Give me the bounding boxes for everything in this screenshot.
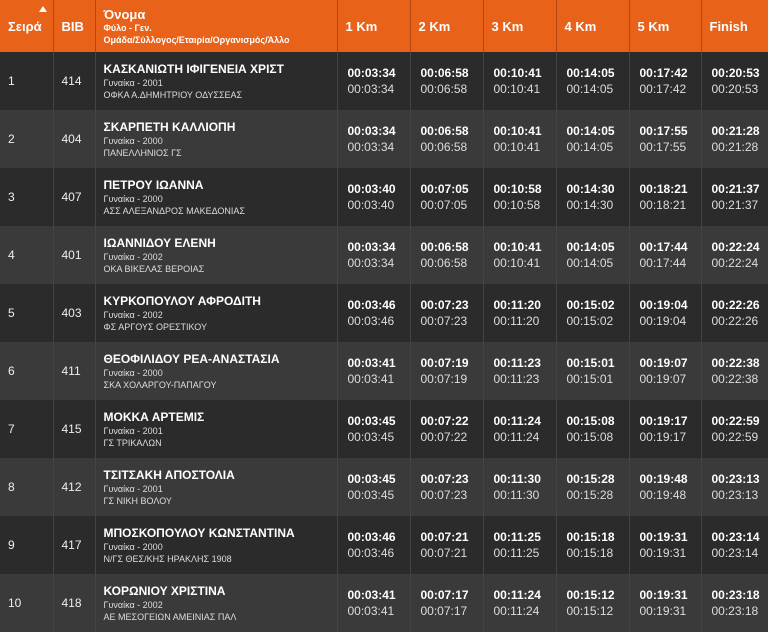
- table-row[interactable]: [0, 342, 768, 400]
- athlete-club: ΟΦΚΑ Α.ΔΗΜΗΤΡΙΟΥ ΟΔΥΣΣΕΑΣ: [104, 89, 337, 101]
- split-time: 00:03:46: [348, 529, 410, 545]
- athlete-category: Γυναίκα - 2001: [104, 425, 337, 437]
- split-time-secondary: 00:17:55: [640, 139, 701, 155]
- split-time-cell: [337, 574, 410, 632]
- split-time: 00:15:02: [567, 297, 629, 313]
- athlete-club: Ν/ΓΣ ΘΕΣ/ΚΗΣ ΗΡΑΚΛΗΣ 1908: [104, 553, 337, 565]
- name-header-sub1: Φύλο - Γεν.: [104, 22, 337, 34]
- rank-column-header[interactable]: [0, 0, 53, 52]
- athlete-name[interactable]: ΘΕΟΦΙΛΙΔΟΥ ΡΕΑ-ΑΝΑΣΤΑΣΙΑ: [104, 351, 337, 367]
- header-row: [0, 0, 768, 52]
- athlete-cell: [95, 342, 337, 400]
- bib-cell: 417: [53, 516, 95, 574]
- split-time: 00:07:17: [421, 587, 483, 603]
- athlete-name[interactable]: ΜΠΟΣΚΟΠΟΥΛΟΥ ΚΩΝΣΤΑΝΤΙΝΑ: [104, 525, 337, 541]
- athlete-cell: [95, 458, 337, 516]
- split-time-cell: [556, 284, 629, 342]
- split-time-secondary: 00:11:23: [494, 371, 556, 387]
- split-time: 00:19:48: [640, 471, 701, 487]
- split-time-cell: [483, 458, 556, 516]
- split-time-cell: [483, 226, 556, 284]
- split-time-cell: [701, 168, 768, 226]
- rank-cell: 7: [0, 400, 53, 458]
- name-header-sub2: Ομάδα/Σύλλογος/Εταιρία/Οργανισμός/Άλλο: [104, 34, 337, 46]
- split-time-secondary: 00:03:46: [348, 313, 410, 329]
- split-time-cell: [337, 400, 410, 458]
- split-time-secondary: 00:11:24: [494, 603, 556, 619]
- split-time-cell: [337, 52, 410, 110]
- split-time-secondary: 00:18:21: [640, 197, 701, 213]
- split-time-cell: [410, 516, 483, 574]
- split-time: 00:19:07: [640, 355, 701, 371]
- split-time-cell: [701, 400, 768, 458]
- split-time-cell: [410, 52, 483, 110]
- athlete-cell: [95, 400, 337, 458]
- bib-cell: 403: [53, 284, 95, 342]
- km5-column-header[interactable]: 5 Km: [629, 0, 701, 52]
- split-time: 00:23:13: [712, 471, 768, 487]
- split-time: 00:23:14: [712, 529, 768, 545]
- split-time-cell: [556, 226, 629, 284]
- athlete-name[interactable]: ΚΟΡΩΝΙΟΥ ΧΡΙΣΤΙΝΑ: [104, 583, 337, 599]
- table-row[interactable]: [0, 284, 768, 342]
- split-time-cell: [410, 574, 483, 632]
- split-time-secondary: 00:03:40: [348, 197, 410, 213]
- split-time: 00:22:26: [712, 297, 768, 313]
- split-time-cell: [483, 516, 556, 574]
- km4-column-header[interactable]: 4 Km: [556, 0, 629, 52]
- split-time-secondary: 00:06:58: [421, 139, 483, 155]
- split-time: 00:15:12: [567, 587, 629, 603]
- split-time-cell: [629, 342, 701, 400]
- split-time: 00:11:20: [494, 297, 556, 313]
- rank-cell: 1: [0, 52, 53, 110]
- split-time: 00:17:42: [640, 65, 701, 81]
- split-time-cell: [629, 52, 701, 110]
- split-time: 00:03:41: [348, 355, 410, 371]
- split-time-secondary: 00:03:34: [348, 81, 410, 97]
- bib-cell: 407: [53, 168, 95, 226]
- bib-cell: 415: [53, 400, 95, 458]
- split-time-cell: [337, 516, 410, 574]
- split-time: 00:11:24: [494, 413, 556, 429]
- bib-column-header[interactable]: BIB: [53, 0, 95, 52]
- athlete-cell: [95, 110, 337, 168]
- split-time-cell: [410, 458, 483, 516]
- split-time-cell: [337, 284, 410, 342]
- split-time-secondary: 00:15:02: [567, 313, 629, 329]
- split-time-secondary: 00:07:22: [421, 429, 483, 445]
- split-time-secondary: 00:07:23: [421, 313, 483, 329]
- split-time-cell: [483, 574, 556, 632]
- athlete-name[interactable]: ΙΩΑΝΝΙΔΟΥ ΕΛΕΝΗ: [104, 235, 337, 251]
- athlete-category: Γυναίκα - 2000: [104, 193, 337, 205]
- split-time-cell: [337, 110, 410, 168]
- split-time: 00:22:38: [712, 355, 768, 371]
- split-time-secondary: 00:15:08: [567, 429, 629, 445]
- split-time-cell: [410, 168, 483, 226]
- split-time: 00:03:34: [348, 65, 410, 81]
- rank-cell: 6: [0, 342, 53, 400]
- split-time: 00:14:05: [567, 65, 629, 81]
- split-time-cell: [556, 574, 629, 632]
- split-time: 00:14:05: [567, 239, 629, 255]
- split-time-cell: [701, 516, 768, 574]
- split-time: 00:03:45: [348, 413, 410, 429]
- split-time-cell: [410, 110, 483, 168]
- split-time: 00:07:05: [421, 181, 483, 197]
- split-time-secondary: 00:03:41: [348, 371, 410, 387]
- split-time-cell: [556, 400, 629, 458]
- bib-cell: 401: [53, 226, 95, 284]
- bib-cell: 404: [53, 110, 95, 168]
- athlete-category: Γυναίκα - 2000: [104, 367, 337, 379]
- split-time: 00:15:18: [567, 529, 629, 545]
- athlete-club: ΑΣΣ ΑΛΕΞΑΝΔΡΟΣ ΜΑΚΕΔΟΝΙΑΣ: [104, 205, 337, 217]
- km2-column-header[interactable]: 2 Km: [410, 0, 483, 52]
- bib-cell: 418: [53, 574, 95, 632]
- table-row[interactable]: [0, 574, 768, 632]
- split-time-cell: [337, 342, 410, 400]
- split-time-secondary: 00:14:30: [567, 197, 629, 213]
- split-time: 00:18:21: [640, 181, 701, 197]
- athlete-club: ΟΚΑ ΒΙΚΕΛΑΣ ΒΕΡΟΙΑΣ: [104, 263, 337, 275]
- split-time: 00:21:37: [712, 181, 768, 197]
- table-row[interactable]: [0, 400, 768, 458]
- athlete-category: Γυναίκα - 2002: [104, 309, 337, 321]
- split-time: 00:21:28: [712, 123, 768, 139]
- split-time-secondary: 00:10:41: [494, 255, 556, 271]
- split-time: 00:11:25: [494, 529, 556, 545]
- split-time-cell: [629, 574, 701, 632]
- split-time: 00:11:23: [494, 355, 556, 371]
- split-time: 00:07:22: [421, 413, 483, 429]
- split-time: 00:19:17: [640, 413, 701, 429]
- split-time: 00:07:19: [421, 355, 483, 371]
- split-time-cell: [556, 342, 629, 400]
- split-time-secondary: 00:11:24: [494, 429, 556, 445]
- split-time-secondary: 00:11:20: [494, 313, 556, 329]
- split-time-secondary: 00:22:59: [712, 429, 768, 445]
- split-time-cell: [410, 342, 483, 400]
- split-time-cell: [701, 110, 768, 168]
- bib-cell: 414: [53, 52, 95, 110]
- split-time-cell: [701, 52, 768, 110]
- split-time-secondary: 00:10:58: [494, 197, 556, 213]
- split-time: 00:06:58: [421, 239, 483, 255]
- split-time-cell: [629, 458, 701, 516]
- split-time-secondary: 00:03:41: [348, 603, 410, 619]
- split-time-cell: [629, 168, 701, 226]
- split-time-secondary: 00:06:58: [421, 255, 483, 271]
- split-time-secondary: 00:07:23: [421, 487, 483, 503]
- split-time: 00:10:41: [494, 239, 556, 255]
- split-time-cell: [701, 458, 768, 516]
- split-time-secondary: 00:07:21: [421, 545, 483, 561]
- athlete-name[interactable]: ΜΟΚΚΑ ΑΡΤΕΜΙΣ: [104, 409, 337, 425]
- split-time-cell: [701, 226, 768, 284]
- split-time-cell: [701, 284, 768, 342]
- athlete-category: Γυναίκα - 2002: [104, 251, 337, 263]
- split-time: 00:10:58: [494, 181, 556, 197]
- split-time-secondary: 00:03:46: [348, 545, 410, 561]
- split-time: 00:20:53: [712, 65, 768, 81]
- split-time-cell: [483, 168, 556, 226]
- split-time-secondary: 00:20:53: [712, 81, 768, 97]
- split-time-secondary: 00:19:04: [640, 313, 701, 329]
- athlete-club: ΣΚΑ ΧΟΛΑΡΓΟΥ-ΠΑΠΑΓΟΥ: [104, 379, 337, 391]
- rank-cell: 9: [0, 516, 53, 574]
- athlete-category: Γυναίκα - 2000: [104, 135, 337, 147]
- athlete-club: ΑΕ ΜΕΣΟΓΕΙΩΝ ΑΜΕΙΝΙΑΣ ΠΑΛ: [104, 611, 337, 623]
- split-time-secondary: 00:15:01: [567, 371, 629, 387]
- split-time-cell: [556, 458, 629, 516]
- split-time-cell: [410, 400, 483, 458]
- split-time: 00:11:24: [494, 587, 556, 603]
- split-time-secondary: 00:19:07: [640, 371, 701, 387]
- split-time: 00:19:31: [640, 529, 701, 545]
- split-time: 00:03:34: [348, 123, 410, 139]
- split-time-secondary: 00:21:37: [712, 197, 768, 213]
- split-time: 00:22:59: [712, 413, 768, 429]
- split-time-secondary: 00:19:31: [640, 603, 701, 619]
- split-time-secondary: 00:19:31: [640, 545, 701, 561]
- split-time: 00:23:18: [712, 587, 768, 603]
- split-time: 00:15:08: [567, 413, 629, 429]
- split-time: 00:19:04: [640, 297, 701, 313]
- rank-cell: 3: [0, 168, 53, 226]
- rank-cell: 2: [0, 110, 53, 168]
- split-time: 00:07:23: [421, 471, 483, 487]
- split-time-cell: [410, 226, 483, 284]
- athlete-club: ΓΣ ΝΙΚΗ ΒΟΛΟΥ: [104, 495, 337, 507]
- split-time: 00:03:40: [348, 181, 410, 197]
- split-time-secondary: 00:23:13: [712, 487, 768, 503]
- split-time-cell: [629, 110, 701, 168]
- rank-cell: 5: [0, 284, 53, 342]
- split-time-secondary: 00:19:17: [640, 429, 701, 445]
- split-time-secondary: 00:22:38: [712, 371, 768, 387]
- split-time: 00:03:45: [348, 471, 410, 487]
- split-time: 00:03:34: [348, 239, 410, 255]
- split-time-cell: [629, 284, 701, 342]
- split-time-cell: [629, 516, 701, 574]
- split-time-secondary: 00:22:24: [712, 255, 768, 271]
- split-time-cell: [556, 52, 629, 110]
- split-time-secondary: 00:10:41: [494, 139, 556, 155]
- split-time-secondary: 00:19:48: [640, 487, 701, 503]
- split-time: 00:17:55: [640, 123, 701, 139]
- split-time-cell: [337, 168, 410, 226]
- rank-cell: 10: [0, 574, 53, 632]
- split-time: 00:17:44: [640, 239, 701, 255]
- athlete-category: Γυναίκα - 2002: [104, 599, 337, 611]
- split-time-secondary: 00:15:18: [567, 545, 629, 561]
- split-time-secondary: 00:07:05: [421, 197, 483, 213]
- split-time-secondary: 00:17:44: [640, 255, 701, 271]
- split-time-cell: [483, 52, 556, 110]
- athlete-category: Γυναίκα - 2001: [104, 77, 337, 89]
- split-time: 00:11:30: [494, 471, 556, 487]
- bib-cell: 411: [53, 342, 95, 400]
- split-time-secondary: 00:21:28: [712, 139, 768, 155]
- split-time: 00:06:58: [421, 65, 483, 81]
- split-time-secondary: 00:22:26: [712, 313, 768, 329]
- split-time: 00:06:58: [421, 123, 483, 139]
- split-time-secondary: 00:14:05: [567, 255, 629, 271]
- athlete-cell: [95, 226, 337, 284]
- split-time-secondary: 00:03:34: [348, 139, 410, 155]
- split-time: 00:07:23: [421, 297, 483, 313]
- table-row[interactable]: [0, 458, 768, 516]
- rank-cell: 4: [0, 226, 53, 284]
- split-time: 00:07:21: [421, 529, 483, 545]
- athlete-club: ΦΣ ΑΡΓΟΥΣ ΟΡΕΣΤΙΚΟΥ: [104, 321, 337, 333]
- athlete-club: ΠΑΝΕΛΛΗΝΙΟΣ ΓΣ: [104, 147, 337, 159]
- split-time-cell: [337, 458, 410, 516]
- athlete-cell: [95, 516, 337, 574]
- split-time-secondary: 00:06:58: [421, 81, 483, 97]
- rank-cell: 8: [0, 458, 53, 516]
- athlete-cell: [95, 574, 337, 632]
- split-time-secondary: 00:17:42: [640, 81, 701, 97]
- split-time-cell: [556, 110, 629, 168]
- split-time-secondary: 00:15:12: [567, 603, 629, 619]
- name-header-title: Όνομα: [104, 7, 337, 22]
- split-time-secondary: 00:11:30: [494, 487, 556, 503]
- table-row[interactable]: [0, 110, 768, 168]
- split-time: 00:15:01: [567, 355, 629, 371]
- name-column-header[interactable]: [95, 0, 337, 52]
- split-time: 00:15:28: [567, 471, 629, 487]
- athlete-category: Γυναίκα - 2001: [104, 483, 337, 495]
- athlete-name[interactable]: ΤΣΙΤΣΑΚΗ ΑΠΟΣΤΟΛΙΑ: [104, 467, 337, 483]
- split-time-secondary: 00:03:45: [348, 487, 410, 503]
- split-time: 00:19:31: [640, 587, 701, 603]
- table-row[interactable]: [0, 226, 768, 284]
- athlete-name[interactable]: ΚΥΡΚΟΠΟΥΛΟΥ ΑΦΡΟΔΙΤΗ: [104, 293, 337, 309]
- bib-cell: 412: [53, 458, 95, 516]
- split-time-cell: [556, 516, 629, 574]
- split-time-cell: [337, 226, 410, 284]
- table-row[interactable]: [0, 52, 768, 110]
- athlete-name[interactable]: ΠΕΤΡΟΥ ΙΩΑΝΝΑ: [104, 177, 337, 193]
- split-time: 00:22:24: [712, 239, 768, 255]
- athlete-cell: [95, 284, 337, 342]
- split-time-cell: [483, 110, 556, 168]
- split-time-secondary: 00:23:14: [712, 545, 768, 561]
- athlete-name[interactable]: ΣΚΑΡΠΕΤΗ ΚΑΛΛΙΟΠΗ: [104, 119, 337, 135]
- athlete-name[interactable]: ΚΑΣΚΑΝΙΩΤΗ ΙΦΙΓΕΝΕΙΑ ΧΡΙΣΤ: [104, 61, 337, 77]
- km1-column-header[interactable]: 1 Km: [337, 0, 410, 52]
- split-time-secondary: 00:15:28: [567, 487, 629, 503]
- split-time: 00:14:05: [567, 123, 629, 139]
- split-time: 00:10:41: [494, 65, 556, 81]
- split-time-cell: [701, 342, 768, 400]
- split-time: 00:03:46: [348, 297, 410, 313]
- athlete-category: Γυναίκα - 2000: [104, 541, 337, 553]
- split-time-secondary: 00:10:41: [494, 81, 556, 97]
- finish-column-header[interactable]: Finish: [701, 0, 768, 52]
- split-time-secondary: 00:14:05: [567, 81, 629, 97]
- athlete-cell: [95, 168, 337, 226]
- split-time: 00:10:41: [494, 123, 556, 139]
- athlete-cell: [95, 52, 337, 110]
- split-time-cell: [701, 574, 768, 632]
- split-time-secondary: 00:23:18: [712, 603, 768, 619]
- split-time-secondary: 00:07:17: [421, 603, 483, 619]
- split-time-cell: [629, 226, 701, 284]
- sort-ascending-icon[interactable]: [39, 6, 47, 12]
- split-time-cell: [483, 400, 556, 458]
- split-time-secondary: 00:03:34: [348, 255, 410, 271]
- split-time-cell: [556, 168, 629, 226]
- athlete-club: ΓΣ ΤΡΙΚΑΛΩΝ: [104, 437, 337, 449]
- split-time: 00:03:41: [348, 587, 410, 603]
- split-time-secondary: 00:07:19: [421, 371, 483, 387]
- split-time-cell: [483, 342, 556, 400]
- split-time-cell: [483, 284, 556, 342]
- table-row[interactable]: [0, 168, 768, 226]
- table-row[interactable]: [0, 516, 768, 574]
- split-time-secondary: 00:03:45: [348, 429, 410, 445]
- km3-column-header[interactable]: 3 Km: [483, 0, 556, 52]
- split-time-cell: [629, 400, 701, 458]
- rank-header-label: Σειρά: [8, 19, 42, 34]
- split-time-secondary: 00:14:05: [567, 139, 629, 155]
- split-time: 00:14:30: [567, 181, 629, 197]
- split-time-secondary: 00:11:25: [494, 545, 556, 561]
- split-time-cell: [410, 284, 483, 342]
